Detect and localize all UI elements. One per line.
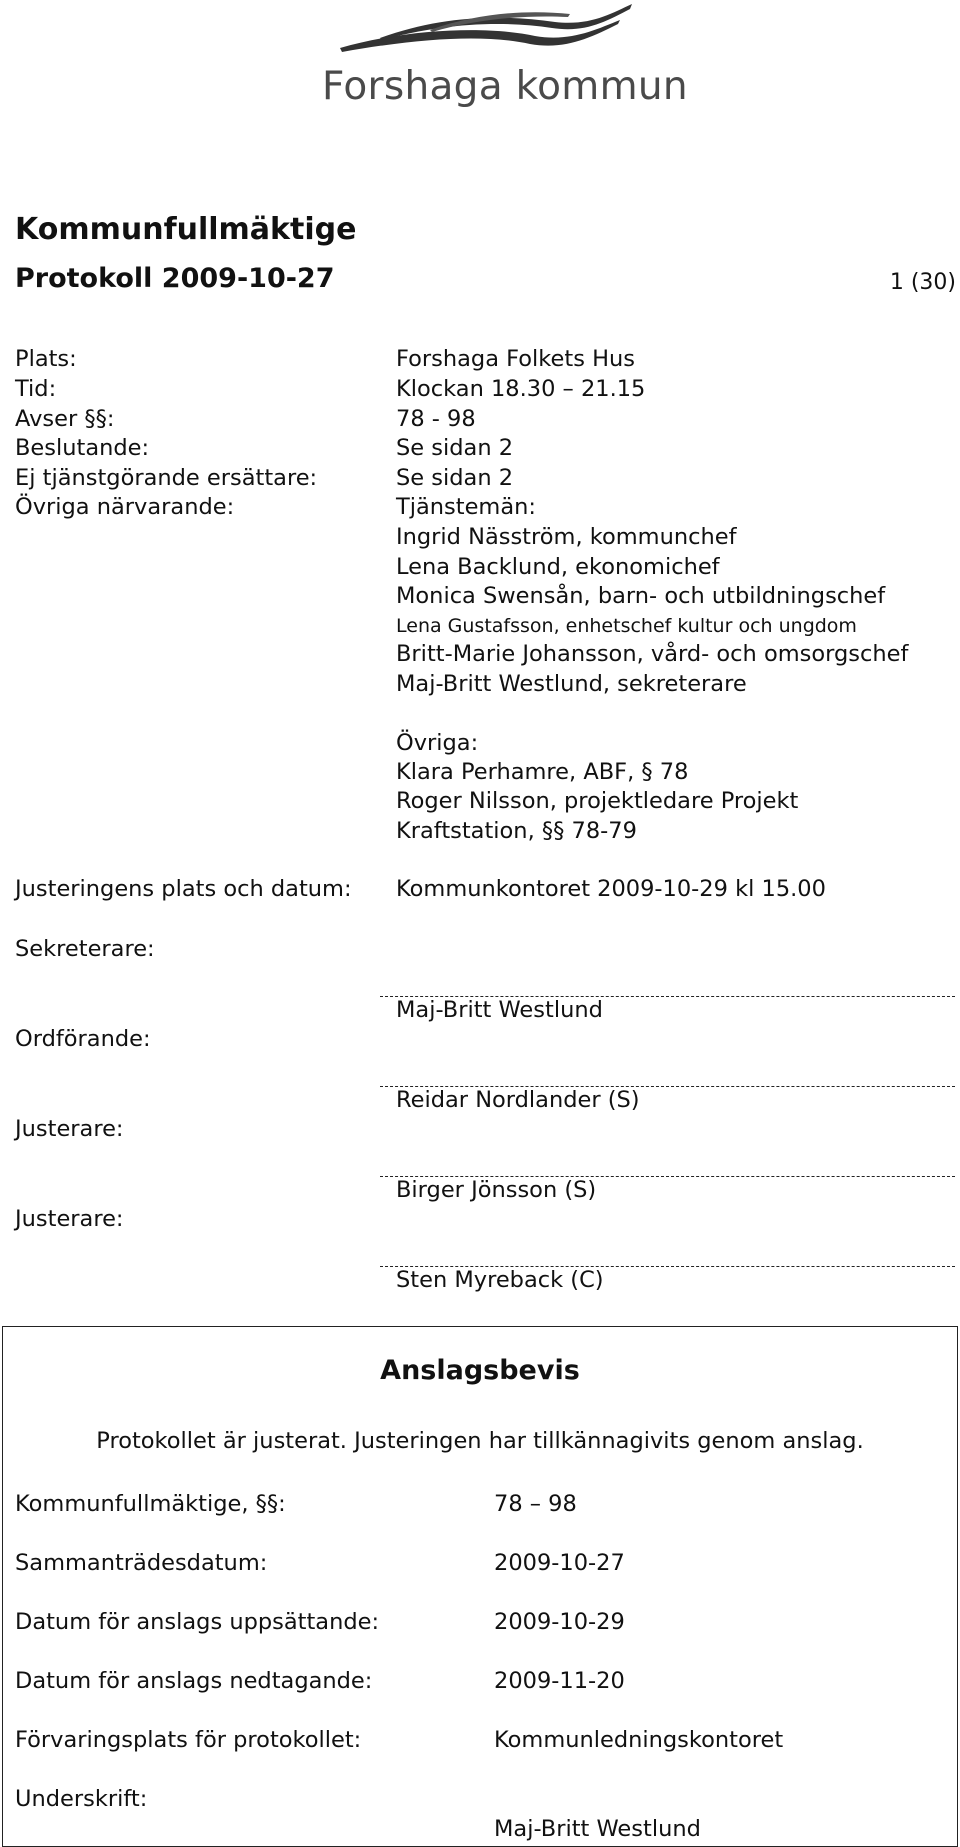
anslag-label: Förvaringsplats för protokollet: bbox=[15, 1727, 362, 1753]
anslag-value: Kommunledningskontoret bbox=[494, 1727, 784, 1753]
logo-swoosh-icon bbox=[320, 0, 650, 70]
tid-value: Klockan 18.30 – 21.15 bbox=[396, 376, 646, 402]
ovriga-item: Klara Perhamre, ABF, § 78 bbox=[396, 759, 689, 785]
tjansteman-item: Monica Swensån, barn- och utbildningschef bbox=[396, 583, 886, 609]
page-subtitle: Protokoll 2009-10-27 bbox=[15, 263, 335, 294]
avser-label: Avser §§: bbox=[15, 406, 115, 432]
tjansteman-item: Maj-Britt Westlund, sekreterare bbox=[396, 671, 747, 697]
underskrift-label: Underskrift: bbox=[15, 1786, 148, 1812]
signature-name: Maj-Britt Westlund bbox=[396, 997, 603, 1023]
sekreterare-label: Sekreterare: bbox=[15, 936, 155, 962]
forshaga-logo bbox=[320, 0, 688, 120]
signature-name: Reidar Nordlander (S) bbox=[396, 1087, 640, 1113]
anslag-label: Kommunfullmäktige, §§: bbox=[15, 1491, 286, 1517]
signature-name: Birger Jönsson (S) bbox=[396, 1177, 597, 1203]
beslutande-label: Beslutande: bbox=[15, 435, 150, 461]
underskrift-name: Maj-Britt Westlund bbox=[494, 1816, 701, 1842]
anslagsbevis-text: Protokollet är justerat. Justeringen har tillkännagivits genom anslag. bbox=[96, 1428, 864, 1454]
anslag-label: Datum för anslags uppsättande: bbox=[15, 1609, 380, 1635]
anslag-value: 2009-10-27 bbox=[494, 1550, 625, 1576]
ovriga-item: Kraftstation, §§ 78-79 bbox=[396, 818, 637, 844]
logo-text: Forshaga kommun bbox=[322, 64, 688, 109]
ordforande-label: Ordförande: bbox=[15, 1026, 151, 1052]
anslag-value: 2009-10-29 bbox=[494, 1609, 625, 1635]
avser-value: 78 - 98 bbox=[396, 406, 476, 432]
anslagsbevis-box bbox=[2, 1326, 958, 1847]
anslag-value: 2009-11-20 bbox=[494, 1668, 625, 1694]
tid-label: Tid: bbox=[15, 376, 57, 402]
justering-label: Justeringens plats och datum: bbox=[15, 876, 352, 902]
signature-name: Sten Myreback (C) bbox=[396, 1267, 604, 1293]
tjansteman-item: Lena Gustafsson, enhetschef kultur och ungdom bbox=[396, 615, 857, 637]
page-number: 1 (30) bbox=[889, 270, 956, 295]
narvarande-label: Övriga närvarande: bbox=[15, 494, 235, 520]
anslag-label: Datum för anslags nedtagande: bbox=[15, 1668, 373, 1694]
tjansteman-item: Lena Backlund, ekonomichef bbox=[396, 554, 720, 580]
justerare-label: Justerare: bbox=[15, 1206, 124, 1232]
ersattare-value: Se sidan 2 bbox=[396, 465, 514, 491]
justering-value: Kommunkontoret 2009-10-29 kl 15.00 bbox=[396, 876, 826, 902]
justerare-label: Justerare: bbox=[15, 1116, 124, 1142]
anslag-value: 78 – 98 bbox=[494, 1491, 577, 1517]
plats-label: Plats: bbox=[15, 346, 77, 372]
plats-value: Forshaga Folkets Hus bbox=[396, 346, 635, 372]
tjansteman-heading: Tjänstemän: bbox=[396, 494, 536, 520]
anslagsbevis-title: Anslagsbevis bbox=[380, 1355, 580, 1386]
anslag-label: Sammanträdesdatum: bbox=[15, 1550, 268, 1576]
tjansteman-item: Ingrid Näsström, kommunchef bbox=[396, 524, 737, 550]
beslutande-value: Se sidan 2 bbox=[396, 435, 514, 461]
tjansteman-item: Britt-Marie Johansson, vård- och omsorgschef bbox=[396, 641, 909, 667]
ovriga-item: Roger Nilsson, projektledare Projekt bbox=[396, 788, 799, 814]
page-title: Kommunfullmäktige bbox=[15, 212, 357, 247]
ersattare-label: Ej tjänstgörande ersättare: bbox=[15, 465, 318, 491]
ovriga-heading: Övriga: bbox=[396, 730, 479, 756]
